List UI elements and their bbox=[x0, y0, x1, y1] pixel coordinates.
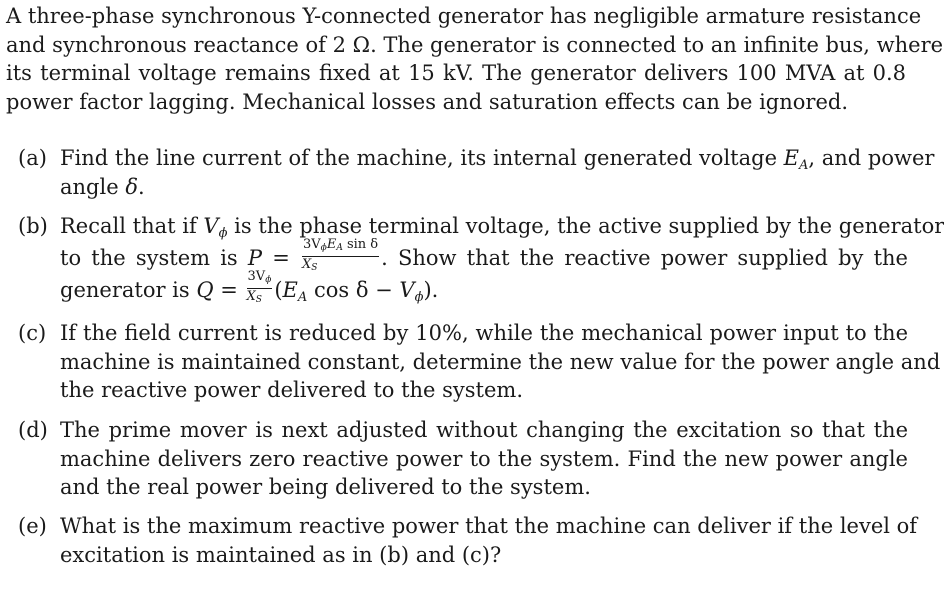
math-var: Q bbox=[196, 277, 214, 302]
text: angle bbox=[60, 174, 126, 199]
question-c bbox=[18, 319, 941, 405]
fraction-denominator bbox=[247, 289, 273, 307]
text: generator is bbox=[60, 277, 197, 302]
text: ). bbox=[423, 277, 439, 302]
question-line: The prime mover is next adjusted without changing the excitation so that the bbox=[60, 418, 908, 442]
math-var: X bbox=[302, 256, 312, 272]
question-e bbox=[18, 512, 918, 569]
question-label: (a) bbox=[18, 146, 47, 170]
math-var: E bbox=[783, 146, 800, 170]
math-var: E bbox=[282, 277, 298, 302]
math-sub: S bbox=[311, 262, 318, 273]
math-var: E bbox=[326, 236, 337, 252]
text: Recall that if bbox=[60, 214, 204, 238]
text: 3V bbox=[247, 268, 266, 284]
question-a bbox=[18, 144, 935, 201]
math-sub: ϕ bbox=[320, 242, 327, 253]
math-sub: ϕ bbox=[265, 274, 272, 285]
intro-line: its terminal voltage remains fixed at 15 kV. The generator delivers 100 MVA at 0.8 bbox=[6, 61, 906, 86]
math-op: = bbox=[262, 245, 300, 270]
math-sub: A bbox=[336, 242, 343, 253]
question-line: If the field current is reduced by 10%, while the mechanical power input to the bbox=[60, 321, 908, 345]
math-var: X bbox=[246, 288, 256, 304]
intro-line: and synchronous reactance of 2 Ω. The generator is connected to an infinite bus, where bbox=[6, 32, 944, 57]
text: . bbox=[137, 174, 145, 199]
math-op: = bbox=[213, 277, 245, 302]
math-var: δ bbox=[125, 174, 138, 199]
text: 3V bbox=[303, 236, 321, 252]
text: Find the line current of the machine, its internal generated voltage bbox=[60, 146, 784, 170]
question-line: the reactive power delivered to the system. bbox=[60, 378, 524, 403]
question-line bbox=[60, 144, 935, 173]
question-label: (d) bbox=[18, 418, 48, 442]
math-sub: A bbox=[297, 289, 308, 305]
text: ( bbox=[274, 277, 283, 302]
question-line: machine delivers zero reactive power to the system. Find the new power angle bbox=[60, 446, 908, 471]
fraction-numerator bbox=[302, 238, 379, 257]
text: sin δ bbox=[342, 236, 379, 252]
fraction-denominator bbox=[302, 257, 379, 275]
fraction-q bbox=[247, 270, 273, 307]
question-label: (c) bbox=[18, 321, 47, 345]
math-var: V bbox=[203, 214, 219, 238]
question-line bbox=[60, 212, 944, 241]
text: cos δ − bbox=[307, 277, 400, 302]
math-var: P bbox=[247, 245, 263, 270]
text: to the system is bbox=[60, 245, 248, 270]
question-line bbox=[60, 268, 908, 310]
question-line: excitation is maintained as in (b) and (c)? bbox=[60, 542, 502, 567]
question-line: What is the maximum reactive power that the machine can deliver if the level of bbox=[60, 514, 918, 538]
math-var: V bbox=[399, 277, 415, 302]
question-line: and the real power being delivered to the system. bbox=[60, 475, 591, 500]
math-sub: ϕ bbox=[414, 289, 424, 305]
question-b bbox=[18, 212, 944, 310]
math-sub: A bbox=[799, 158, 809, 173]
text: , and power bbox=[808, 146, 935, 170]
question-line bbox=[60, 236, 908, 273]
fraction-numerator bbox=[247, 270, 273, 289]
text: . Show that the reactive power supplied by the bbox=[381, 245, 908, 270]
question-d bbox=[18, 416, 908, 502]
question-line bbox=[60, 173, 908, 202]
question-line: machine is maintained constant, determine the new value for the power angle and bbox=[60, 349, 941, 374]
intro-line: power factor lagging. Mechanical losses and saturation effects can be ignored. bbox=[6, 89, 848, 114]
text: is the phase terminal voltage, the active supplied by the generator bbox=[227, 214, 944, 238]
intro-line: A three-phase synchronous Y-connected generator has negligible armature resistance bbox=[6, 4, 922, 28]
math-sub: ϕ bbox=[218, 226, 228, 241]
question-label: (e) bbox=[18, 514, 47, 538]
fraction-p bbox=[302, 238, 379, 275]
math-sub: S bbox=[255, 294, 262, 305]
question-label: (b) bbox=[18, 214, 48, 238]
problem-intro bbox=[6, 2, 944, 116]
